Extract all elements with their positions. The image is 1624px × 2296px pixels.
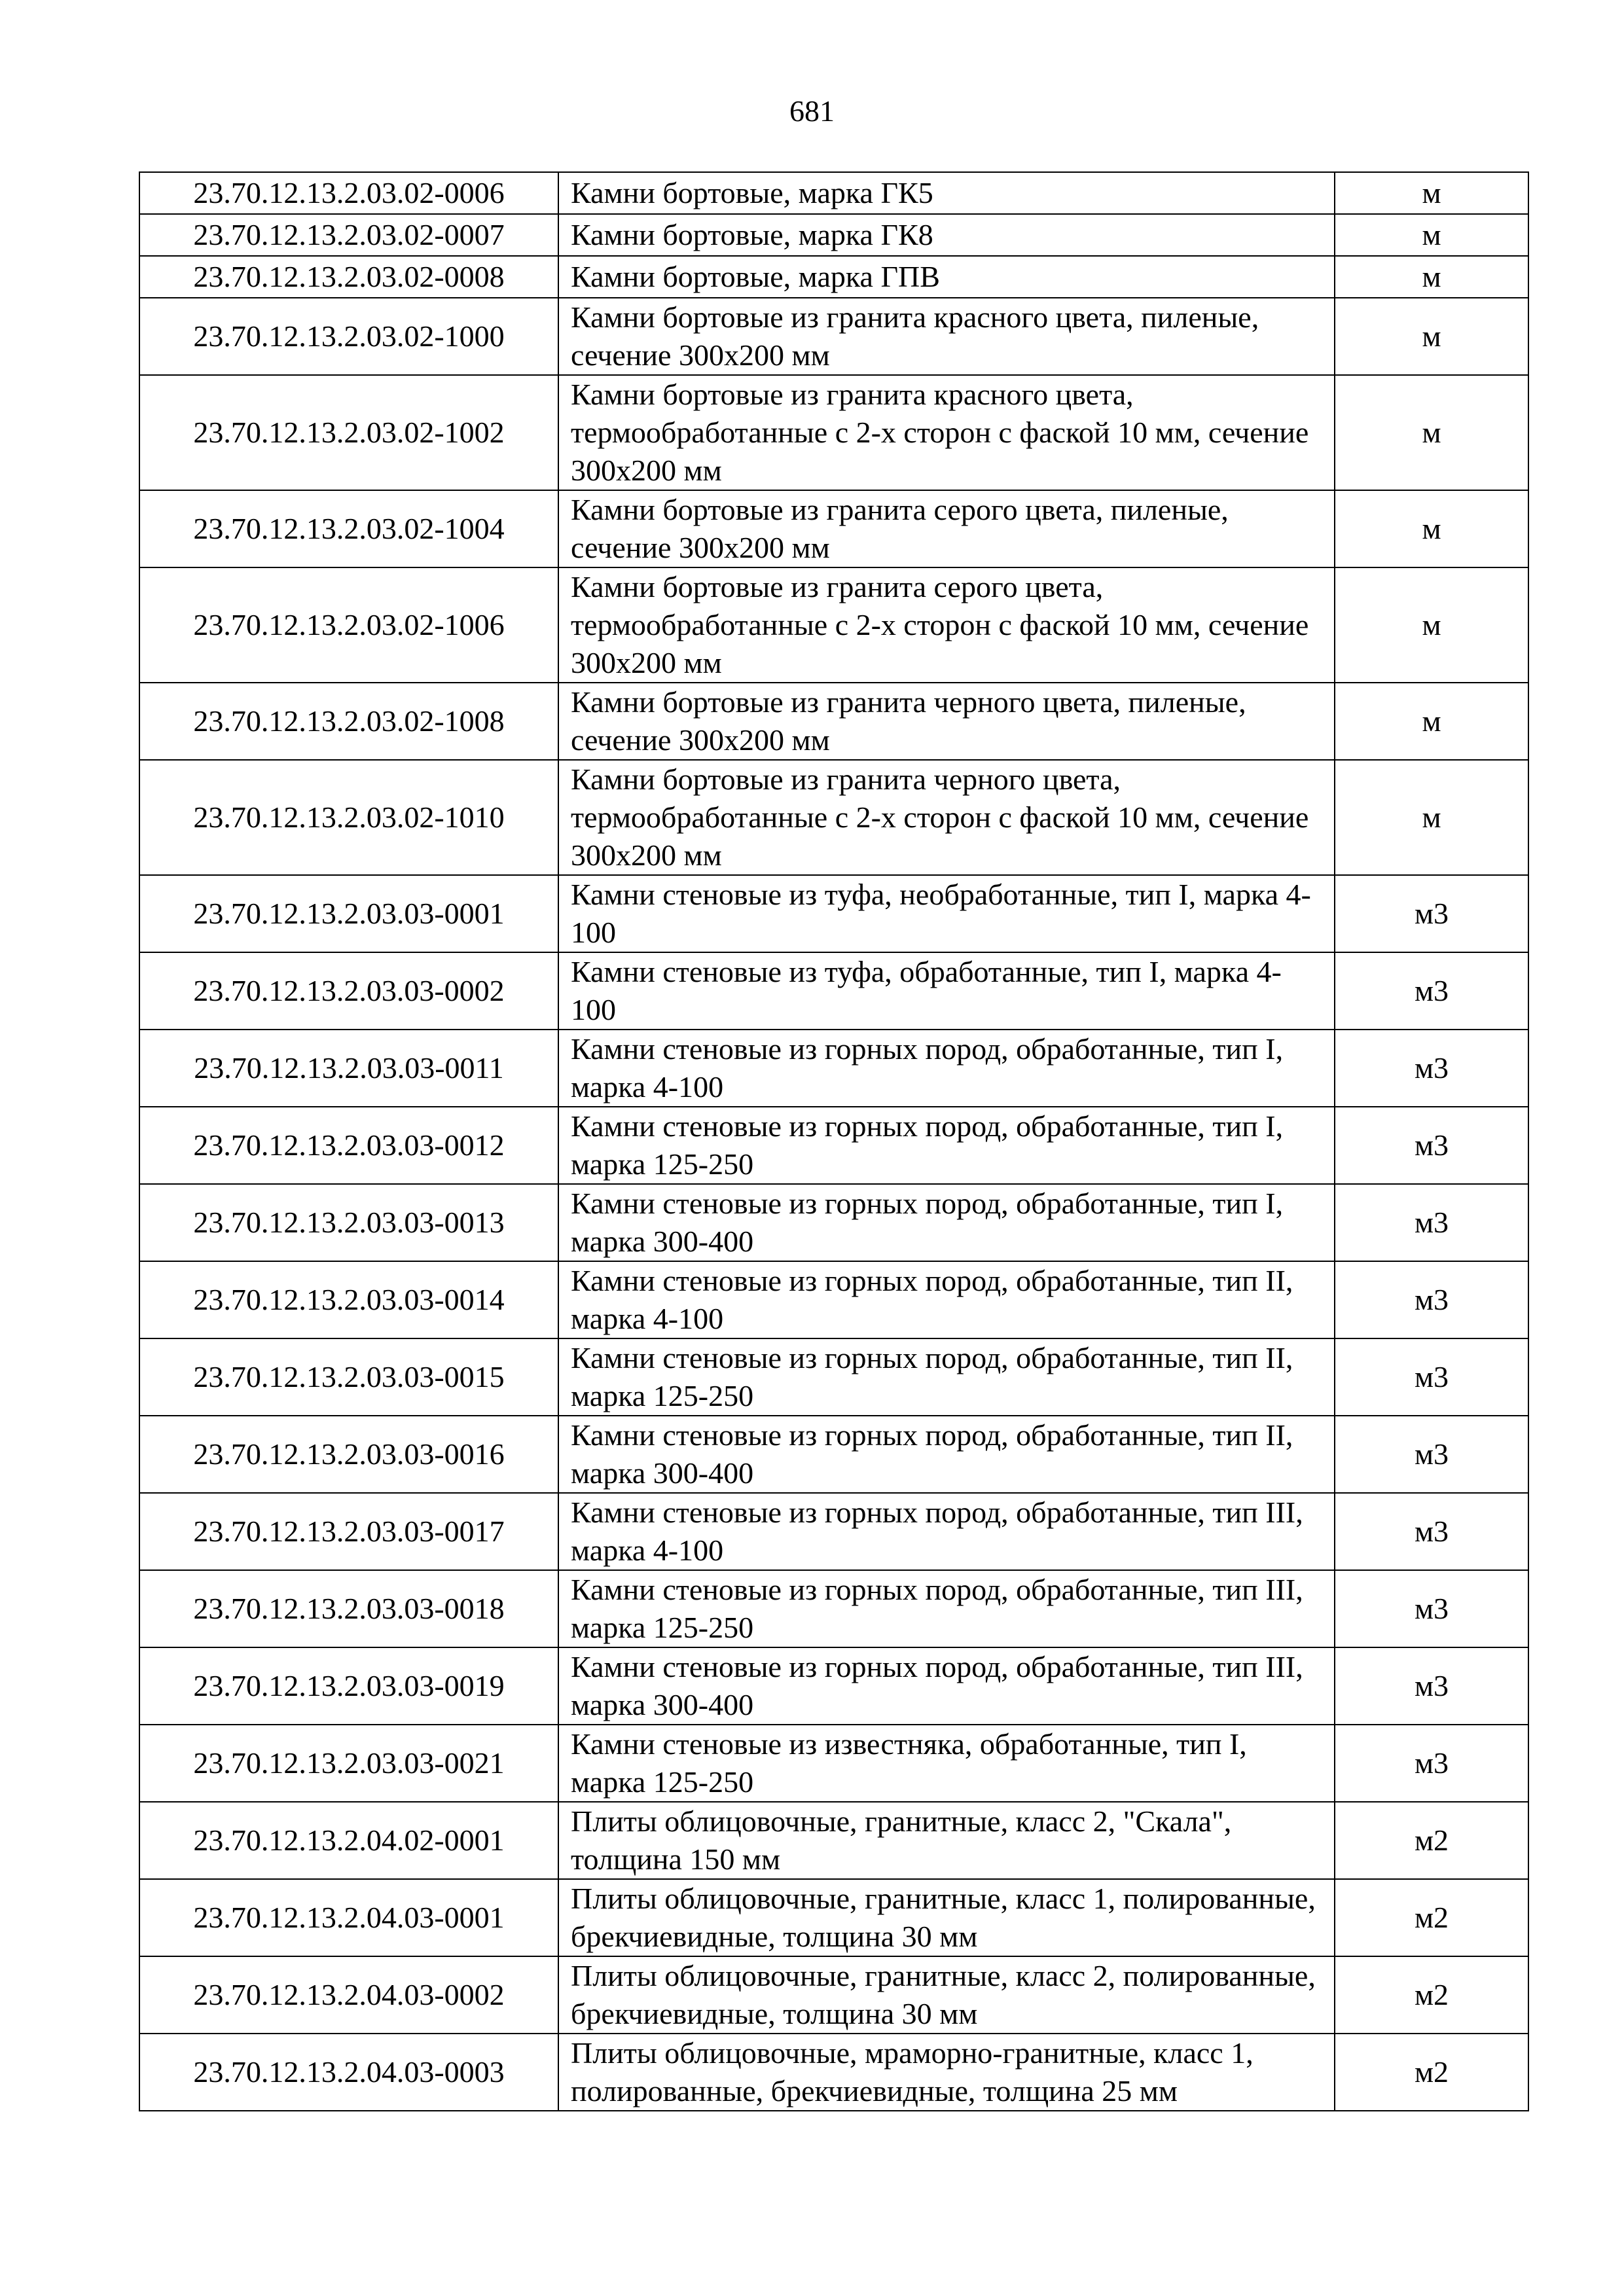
resource-name: Камни бортовые, марка ГПВ	[558, 256, 1335, 298]
table-row	[139, 1416, 1528, 1493]
unit-of-measure: м	[1335, 760, 1528, 875]
resource-name: Камни стеновые из горных пород, обработанные, тип I, марка 125-250	[558, 1107, 1335, 1184]
resource-name: Камни бортовые из гранита серого цвета, пиленые, сечение 300х200 мм	[558, 490, 1335, 567]
resource-code: 23.70.12.13.2.03.02-0007	[139, 214, 558, 256]
resource-code: 23.70.12.13.2.03.03-0016	[139, 1416, 558, 1493]
table-row	[139, 1030, 1528, 1107]
table-row	[139, 1725, 1528, 1802]
unit-of-measure: м	[1335, 172, 1528, 214]
resource-code: 23.70.12.13.2.03.02-1006	[139, 567, 558, 683]
resource-code: 23.70.12.13.2.04.02-0001	[139, 1802, 558, 1879]
resource-name: Камни стеновые из туфа, обработанные, тип I, марка 4-100	[558, 952, 1335, 1030]
resource-code: 23.70.12.13.2.03.02-1010	[139, 760, 558, 875]
resource-name: Камни бортовые, марка ГК8	[558, 214, 1335, 256]
resource-name: Камни стеновые из горных пород, обработанные, тип I, марка 300-400	[558, 1184, 1335, 1261]
unit-of-measure: м3	[1335, 952, 1528, 1030]
resource-name: Камни стеновые из туфа, необработанные, тип I, марка 4-100	[558, 875, 1335, 952]
table-row	[139, 214, 1528, 256]
resource-code: 23.70.12.13.2.03.03-0012	[139, 1107, 558, 1184]
table-row	[139, 1879, 1528, 1956]
resource-code: 23.70.12.13.2.03.03-0021	[139, 1725, 558, 1802]
resource-code: 23.70.12.13.2.03.02-1000	[139, 298, 558, 375]
unit-of-measure: м	[1335, 683, 1528, 760]
resource-code: 23.70.12.13.2.04.03-0001	[139, 1879, 558, 1956]
resource-name: Плиты облицовочные, гранитные, класс 2, "Скала", толщина 150 мм	[558, 1802, 1335, 1879]
unit-of-measure: м	[1335, 256, 1528, 298]
unit-of-measure: м	[1335, 214, 1528, 256]
table-row	[139, 875, 1528, 952]
table-row	[139, 952, 1528, 1030]
unit-of-measure: м	[1335, 375, 1528, 490]
table-row	[139, 2034, 1528, 2111]
resource-code: 23.70.12.13.2.03.02-1004	[139, 490, 558, 567]
page-number: 681	[789, 94, 835, 128]
resource-code: 23.70.12.13.2.03.02-1002	[139, 375, 558, 490]
unit-of-measure: м3	[1335, 1030, 1528, 1107]
resource-code: 23.70.12.13.2.03.03-0011	[139, 1030, 558, 1107]
table-row	[139, 298, 1528, 375]
table-row	[139, 1802, 1528, 1879]
resource-code: 23.70.12.13.2.04.03-0003	[139, 2034, 558, 2111]
unit-of-measure: м3	[1335, 1493, 1528, 1570]
unit-of-measure: м2	[1335, 2034, 1528, 2111]
resource-name: Плиты облицовочные, мраморно-гранитные, класс 1, полированные, брекчиевидные, толщина 25 мм	[558, 2034, 1335, 2111]
table-row	[139, 490, 1528, 567]
resource-code: 23.70.12.13.2.03.03-0002	[139, 952, 558, 1030]
resource-code: 23.70.12.13.2.03.02-1008	[139, 683, 558, 760]
resource-code: 23.70.12.13.2.04.03-0002	[139, 1956, 558, 2034]
unit-of-measure: м2	[1335, 1802, 1528, 1879]
resource-name: Плиты облицовочные, гранитные, класс 1, полированные, брекчиевидные, толщина 30 мм	[558, 1879, 1335, 1956]
resource-code: 23.70.12.13.2.03.03-0013	[139, 1184, 558, 1261]
table-row	[139, 1570, 1528, 1647]
resource-name: Камни бортовые из гранита черного цвета, термообработанные с 2-х сторон с фаской 10 мм, сечение 300х200 мм	[558, 760, 1335, 875]
unit-of-measure: м3	[1335, 1725, 1528, 1802]
unit-of-measure: м	[1335, 298, 1528, 375]
unit-of-measure: м2	[1335, 1956, 1528, 2034]
resource-name: Камни стеновые из горных пород, обработанные, тип III, марка 4-100	[558, 1493, 1335, 1570]
resource-name: Камни стеновые из горных пород, обработанные, тип II, марка 4-100	[558, 1261, 1335, 1338]
resource-name: Камни бортовые из гранита красного цвета, пиленые, сечение 300х200 мм	[558, 298, 1335, 375]
resource-code: 23.70.12.13.2.03.03-0014	[139, 1261, 558, 1338]
resource-name: Камни стеновые из известняка, обработанные, тип I, марка 125-250	[558, 1725, 1335, 1802]
table-row	[139, 1647, 1528, 1725]
resource-code: 23.70.12.13.2.03.03-0015	[139, 1338, 558, 1416]
table-row	[139, 683, 1528, 760]
resource-name: Плиты облицовочные, гранитные, класс 2, полированные, брекчиевидные, толщина 30 мм	[558, 1956, 1335, 2034]
table-row	[139, 1261, 1528, 1338]
table-row	[139, 1493, 1528, 1570]
unit-of-measure: м3	[1335, 1107, 1528, 1184]
resource-code: 23.70.12.13.2.03.03-0001	[139, 875, 558, 952]
resource-code: 23.70.12.13.2.03.03-0017	[139, 1493, 558, 1570]
table-row	[139, 1338, 1528, 1416]
materials-table	[139, 171, 1529, 2111]
resource-code: 23.70.12.13.2.03.03-0018	[139, 1570, 558, 1647]
table-row	[139, 256, 1528, 298]
resource-name: Камни стеновые из горных пород, обработанные, тип II, марка 300-400	[558, 1416, 1335, 1493]
resource-name: Камни бортовые из гранита серого цвета, термообработанные с 2-х сторон с фаской 10 мм, сечение 300х200 мм	[558, 567, 1335, 683]
resource-name: Камни бортовые из гранита красного цвета, термообработанные с 2-х сторон с фаской 10 мм, сечение 300х200 мм	[558, 375, 1335, 490]
unit-of-measure: м3	[1335, 1261, 1528, 1338]
table-row	[139, 1184, 1528, 1261]
unit-of-measure: м3	[1335, 1416, 1528, 1493]
unit-of-measure: м3	[1335, 1184, 1528, 1261]
unit-of-measure: м3	[1335, 1338, 1528, 1416]
resource-name: Камни бортовые из гранита черного цвета, пиленые, сечение 300х200 мм	[558, 683, 1335, 760]
resource-name: Камни стеновые из горных пород, обработанные, тип III, марка 125-250	[558, 1570, 1335, 1647]
table-row	[139, 1956, 1528, 2034]
unit-of-measure: м2	[1335, 1879, 1528, 1956]
unit-of-measure: м3	[1335, 1647, 1528, 1725]
unit-of-measure: м3	[1335, 875, 1528, 952]
unit-of-measure: м3	[1335, 1570, 1528, 1647]
resource-code: 23.70.12.13.2.03.02-0008	[139, 256, 558, 298]
resource-code: 23.70.12.13.2.03.03-0019	[139, 1647, 558, 1725]
table-row	[139, 760, 1528, 875]
resource-name: Камни стеновые из горных пород, обработанные, тип II, марка 125-250	[558, 1338, 1335, 1416]
resource-code: 23.70.12.13.2.03.02-0006	[139, 172, 558, 214]
resource-name: Камни стеновые из горных пород, обработанные, тип III, марка 300-400	[558, 1647, 1335, 1725]
resource-name: Камни бортовые, марка ГК5	[558, 172, 1335, 214]
table-row	[139, 172, 1528, 214]
unit-of-measure: м	[1335, 490, 1528, 567]
unit-of-measure: м	[1335, 567, 1528, 683]
resource-name: Камни стеновые из горных пород, обработанные, тип I, марка 4-100	[558, 1030, 1335, 1107]
table-row	[139, 1107, 1528, 1184]
table-row	[139, 567, 1528, 683]
table-row	[139, 375, 1528, 490]
